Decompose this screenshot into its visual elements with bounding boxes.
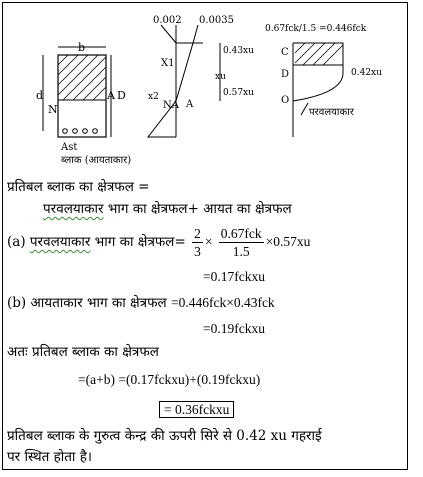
x1-label: X1 — [161, 58, 175, 69]
d2-label: D — [281, 69, 290, 80]
N-label: N — [48, 103, 58, 116]
text-line-6: =0.19fckxu — [203, 321, 265, 336]
x2-label: x2 — [148, 92, 159, 102]
stress-strain-figure — [3, 3, 407, 178]
result-box: = 0.36fckxu — [159, 401, 234, 418]
text-line-10: प्रतिबल ब्लाक के गुरुत्व केन्द्र की ऊपरी सिरे से 0.42 xu गहराई — [7, 428, 322, 444]
xu-label: xu — [215, 72, 226, 82]
rebar — [83, 129, 88, 134]
text-line-4: =0.17fckxu — [203, 269, 265, 284]
compression-hatch — [58, 55, 106, 100]
parabolic-term: परवलयाकार — [43, 201, 104, 217]
stress-block — [293, 43, 343, 101]
ast-label: Ast — [61, 142, 78, 153]
b-label: b — [78, 41, 86, 54]
fraction-2-3: $\frac{2}{3}$ — [194, 226, 201, 259]
rebar — [63, 129, 68, 134]
depth-057: 0.57xu — [223, 88, 254, 98]
text-line-8: =(a+b) =(0.17fckxu)+(0.19fckxu) — [78, 372, 261, 387]
text-line-1: प्रतिबल ब्लाक का क्षेत्रफल = — [7, 179, 150, 195]
rebar — [73, 129, 78, 134]
parabola-caption: परवलयाकार — [309, 107, 354, 118]
d-label: d — [36, 89, 44, 102]
text-line-7: अतः प्रतिबल ब्लाक का क्षेत्रफल — [7, 344, 159, 360]
depth-042: 0.42xu — [351, 68, 382, 78]
solution-box — [2, 2, 408, 470]
fraction-stress: $\frac{\text{0.67fck}}{1.5}$ — [220, 226, 262, 259]
stress-hatch — [295, 43, 343, 65]
D-label: D — [117, 89, 126, 102]
A-label: A — [107, 89, 115, 102]
strain-label-2: 0.0035 — [199, 15, 234, 26]
stress-label: 0.67fck/1.5 =0.446fck — [265, 24, 367, 34]
a-label: A — [186, 99, 194, 110]
strain-label-1: 0.002 — [153, 15, 182, 26]
c-label: C — [281, 47, 289, 58]
text-line-3: (a) परवलयाकार भाग का क्षेत्रफल= $\frac{2}{3}$ × $\frac{\text{0.67fck}}{1.5}$ ×0.57xu — [7, 226, 311, 259]
rect-caption: ब्लाक (आयताकार) — [61, 155, 132, 166]
rebar — [93, 129, 98, 134]
text-line-2: परवलयाकार भाग का क्षेत्रफल+ आयत का क्षेत्रफल — [43, 201, 292, 217]
na-label: NA — [163, 100, 179, 111]
text-line-5: (b) आयताकार भाग का क्षेत्रफल =0.446fck×0.43fck — [7, 295, 275, 311]
depth-043: 0.43xu — [223, 46, 254, 56]
text-line-11: पर स्थित होता है। — [7, 449, 93, 465]
o-label: O — [281, 95, 290, 106]
